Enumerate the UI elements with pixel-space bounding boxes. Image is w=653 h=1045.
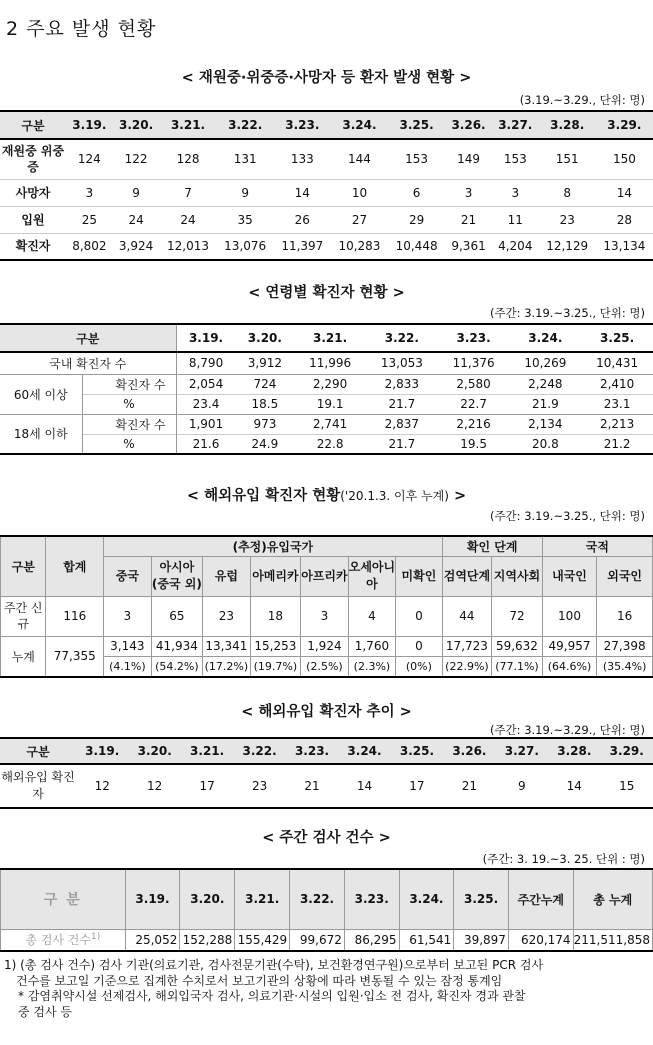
t1-header-cell: 3.24. [331,111,388,139]
table-cell: 21 [461,779,478,793]
table-cell: 2,248 [528,377,563,391]
table-cell: 25,052 [125,929,180,951]
t4-header-cell: 3.21. [181,738,233,764]
table-cell: 18.5 [251,397,279,411]
table-cell: 15 [619,779,635,793]
table-cell: 14 [616,185,633,200]
table-cell: 6 [412,185,421,200]
t4-header-cell: 3.23. [286,738,338,764]
table-cell: 151 [555,152,579,167]
table-cell: (77.1%) [492,656,543,677]
sub-label: % [82,394,176,414]
t3-sub-header: 아메리카 [250,556,301,596]
t4-header-cell: 구분 [0,738,76,764]
row-label: 재원중 위중증 [1,144,65,175]
table-cell: 973 [253,417,277,431]
row-label: 확진자 [15,239,51,254]
table-cell: 21.6 [192,436,220,451]
t4-header-cell: 3.20. [128,738,180,764]
row-label: 입원 [21,212,45,227]
table-cell: 13,134 [603,239,646,254]
table-cell: 3 [301,596,349,636]
table-row [1,929,653,951]
t3-sub-header: 지역사회 [492,556,543,596]
overseas-inflow-table [0,535,653,678]
table-cell: 23.4 [192,397,220,411]
table-cell: 2,833 [384,377,420,391]
table-cell: 27 [351,212,368,227]
table-cell: 26 [294,212,310,227]
table-row [0,179,653,206]
t2-header-cell: 구분 [0,324,176,352]
patient-status-table [0,110,653,261]
table-cell: 27,398 [597,636,653,656]
table-cell: 13,053 [380,356,423,371]
table-cell: 29 [408,212,425,227]
table-cell: 23 [203,596,251,636]
table-cell: 153 [405,152,429,167]
table-cell: 4,204 [498,239,533,254]
table-cell: 0 [396,596,442,636]
table-cell: 20.8 [532,436,559,451]
table-cell: 11,397 [281,239,324,254]
table-cell: 3,143 [104,636,152,656]
table-row [1,636,653,656]
table-cell: 124 [77,152,101,167]
table-cell: 2,741 [312,417,348,431]
table-cell: 128 [176,152,200,167]
table-cell: 2,216 [456,417,491,431]
row-label: 국내 확진자 수 [0,352,176,374]
table-cell: 12 [147,779,163,793]
table-cell: 17,723 [442,636,492,656]
table-cell: 8 [563,185,572,200]
table-cell: 133 [290,152,314,167]
row-label: 주간 신규 [1,596,46,636]
t4-header-cell: 3.25. [391,738,443,764]
t3-sub-header: 내국인 [542,556,597,596]
t2-header-cell: 3.21. [313,331,348,345]
t5-unit: (주간: 3. 19.~3. 25. 단위 : 명) [482,852,645,866]
table-row [0,394,653,414]
table-cell: 61,541 [399,929,454,951]
t4-header-cell: 3.29. [601,738,653,764]
table-cell: (35.4%) [597,656,653,677]
table-row [0,139,653,179]
t1-caption: < 재원중·위중증·사망자 등 환자 발생 현황 > [181,70,472,86]
table-cell: 211,511,858 [573,929,652,951]
t2-caption: < 연령별 확진자 현황 > [248,285,405,301]
t3-sub-header: 아프리카 [301,556,349,596]
t1-header-cell: 3.23. [274,111,331,139]
t3-sub-header: 미확인 [396,556,442,596]
table-row [1,596,653,636]
t5-header-cell: 총 누계 [573,869,652,929]
t3-sub-header: 검역단계 [442,556,492,596]
table-row [0,374,653,394]
table-cell: (22.9%) [442,656,492,677]
table-cell: 10 [351,185,368,200]
t2-header-cell: 3.25. [600,331,635,345]
t2-header-cell: 3.24. [528,331,563,345]
table-cell: 19.1 [316,397,344,411]
overseas-trend-table [0,737,653,809]
table-cell: 16 [597,596,653,636]
t4-caption: < 해외유입 확진자 추이 > [241,704,412,720]
t1-header-cell: 3.29. [596,111,653,139]
footnote: 1) (총 검사 건수) 검사 기관(의료기관, 검사전문기관(수탁), 보건환경연구원)으로부터 보고된 PCR 검사 건수를 보고일 기준으로 집계한 수치로서 보고기관의 상황에 따라 변동될 수 있는 잠정 통계임 * 감염취약시설 선제검사, 해외입국자 검사, 의료기관·시설의 입원·입소 전 검사, 확진자 경과 관찰 중 검사 등 [4,958,544,1019]
table-cell: 1,760 [348,636,396,656]
table-cell: 23 [251,779,268,793]
t5-header-cell: 3.20. [180,869,235,929]
table-cell: 14 [356,779,373,793]
table-cell: 12,129 [546,239,589,254]
table-row [0,233,653,260]
table-cell: 19.5 [460,436,487,451]
table-cell: 17 [409,779,425,793]
table-cell: 4 [348,596,396,636]
t3-sub-header: 유럽 [203,556,251,596]
table-cell: 620,174 [508,929,573,951]
sub-label: 확진자 수 [82,414,176,434]
t5-header-cell: 3.24. [399,869,454,929]
table-cell: 22.7 [460,397,487,411]
sub-label: % [82,434,176,454]
t3-sub-header: 오세아니아 [348,556,396,596]
table-cell: 14 [294,185,310,200]
table-cell: 153 [503,152,527,167]
table-cell: 8,790 [188,356,224,371]
table-cell: 28 [616,212,633,227]
t4-header-cell: 3.19. [76,738,128,764]
t5-header-cell: 3.22. [290,869,345,929]
table-cell: 22.8 [316,436,344,451]
table-cell: 131 [233,152,257,167]
table-cell: 13,341 [203,636,251,656]
table-cell: (17.2%) [203,656,251,677]
t3-header-total: 합계 [46,536,104,596]
table-cell: 2,410 [599,377,635,391]
table-cell: 13,076 [224,239,267,254]
t3-caption: < 해외유입 확진자 현황('20.1.3. 이후 누계) > [186,488,467,504]
t5-header-cell: 3.23. [344,869,399,929]
table-cell: 9,361 [451,239,486,254]
t3-sub-header: 중국 [104,556,152,596]
t4-unit: (주간: 3.19.~3.29., 단위: 명) [489,723,645,737]
age-group-table [0,323,653,455]
table-cell: 2,213 [599,417,635,431]
table-cell: 11,996 [309,356,352,371]
table-cell: 23.1 [603,397,631,411]
t1-header-cell: 3.22. [217,111,274,139]
table-cell: (19.7%) [250,656,301,677]
table-cell: 21.9 [532,397,559,411]
table-cell: (64.6%) [542,656,597,677]
table-cell: 149 [457,152,480,167]
table-cell: 24.9 [251,436,279,451]
table-cell: 23 [559,212,575,227]
row-label: 사망자 [15,185,51,200]
table-cell: 122 [124,152,148,167]
table-cell: 21 [460,212,477,227]
table-row [0,414,653,434]
table-cell: 86,295 [344,929,399,951]
t3-sub-header: 외국인 [597,556,653,596]
t4-header-cell: 3.27. [496,738,548,764]
group-label: 60세 이상 [0,374,82,414]
table-cell: 3,912 [247,356,283,371]
table-cell: 99,672 [290,929,345,951]
table-cell: 17 [199,779,215,793]
table-cell: 3,924 [118,239,154,254]
t3-unit: (주간: 3.19.~3.25., 단위: 명) [489,509,645,523]
table-cell: 0 [396,636,442,656]
t3-header-nation: 국적 [542,536,652,556]
table-cell: 2,054 [188,377,224,391]
header-row [1,869,653,929]
table-cell: 18 [250,596,301,636]
table-cell: 2,290 [312,377,348,391]
footnote-marker: 1) [91,932,101,943]
table-cell: 10,431 [596,356,639,371]
t4-header-cell: 3.26. [443,738,495,764]
t2-header-cell: 3.23. [456,331,491,345]
table-cell: 12 [94,779,110,793]
t2-unit: (주간: 3.19.~3.25., 단위: 명) [489,306,645,320]
table-cell: 12,013 [167,239,210,254]
t3-header-confirm: 확인 단계 [442,536,542,556]
table-cell: 35 [237,212,253,227]
table-cell: 14 [566,779,582,793]
table-cell: 44 [442,596,492,636]
table-cell: 1,901 [188,417,224,431]
t1-header-cell: 구분 [0,111,66,139]
t4-header-cell: 3.22. [233,738,285,764]
t1-header-cell: 3.26. [445,111,492,139]
table-row [0,352,653,374]
table-cell: 11,376 [452,356,495,371]
t1-unit: (3.19.~3.29., 단위: 명) [519,93,645,107]
table-cell: (0%) [396,656,442,677]
table-cell: 152,288 [180,929,235,951]
t5-header-cell: 구 분 [1,869,126,929]
table-cell: 9 [518,779,526,793]
table-cell: 3 [104,596,152,636]
table-cell: 41,934 [151,636,203,656]
table-cell: 65 [151,596,203,636]
table-cell: 72 [492,596,543,636]
t3-header-country: (추정)유입국가 [104,536,443,556]
table-cell: (2.5%) [301,656,349,677]
table-cell: 39,897 [454,929,509,951]
table-cell: 11 [507,212,523,227]
header-row [0,324,653,352]
table-cell: 77,355 [46,636,104,677]
t1-header-cell: 3.27. [492,111,539,139]
weekly-tests-table [0,868,653,952]
table-cell: (54.2%) [151,656,203,677]
table-cell: 21.7 [388,436,416,451]
table-cell: 9 [241,185,249,200]
table-cell: 25 [81,212,97,227]
table-cell: 59,632 [492,636,543,656]
t3-header-gubun: 구분 [1,536,46,596]
t2-header-cell: 3.19. [188,331,224,345]
sub-label: 확진자 수 [82,374,176,394]
table-cell: 3 [85,185,94,200]
table-row [0,434,653,454]
table-cell: 150 [612,152,636,167]
table-cell: 724 [253,377,277,391]
t5-caption: < 주간 검사 건수 > [262,830,391,846]
row-label: 누계 [1,636,46,677]
t1-header-cell: 3.21. [159,111,216,139]
table-cell: 144 [348,152,371,167]
t3-sub-header: 아시아 (중국 외) [151,556,203,596]
table-cell: 1,924 [301,636,349,656]
table-cell: 7 [184,185,192,200]
table-row [0,206,653,233]
t5-header-cell: 주간누계 [508,869,573,929]
t5-header-cell: 3.21. [235,869,290,929]
table-cell: (4.1%) [104,656,152,677]
table-cell: 24 [128,212,144,227]
t2-header-cell: 3.20. [247,331,282,345]
t1-header-cell: 3.19. [66,111,113,139]
table-cell: 49,957 [542,636,597,656]
t4-header-cell: 3.24. [338,738,390,764]
section-title: 2 주요 발생 현황 [6,18,157,40]
t5-header-cell: 3.25. [454,869,509,929]
table-cell: 155,429 [235,929,290,951]
row-label-text: 총 검사 건수 [25,933,91,948]
table-cell: 2,837 [384,417,420,431]
table-cell: 116 [46,596,104,636]
table-cell: (2.3%) [348,656,396,677]
t2-header-cell: 3.22. [384,331,419,345]
table-cell: 100 [542,596,597,636]
table-cell: 3 [464,185,473,200]
t4-header-cell: 3.28. [548,738,600,764]
group-label: 18세 이하 [0,414,82,454]
t1-header-cell: 3.20. [113,111,160,139]
header-row [0,738,653,764]
table-cell: 3 [511,185,520,200]
table-cell: 21 [304,779,320,793]
t1-header-cell: 3.25. [388,111,445,139]
row-label: 해외유입 확진자 [1,770,75,801]
table-cell: 24 [180,212,196,227]
t5-header-cell: 3.19. [125,869,180,929]
table-cell: 10,269 [524,356,567,371]
table-cell: 10,448 [395,239,438,254]
table-cell: 2,134 [528,417,563,431]
row-label [1,929,126,951]
table-cell: 21.2 [603,436,631,451]
table-cell: 10,283 [338,239,381,254]
table-row [0,764,653,808]
table-cell: 8,802 [72,239,107,254]
table-cell: 9 [132,185,140,200]
header-row [1,536,653,556]
table-cell: 15,253 [250,636,301,656]
table-cell: 21.7 [388,397,416,411]
table-cell: 2,580 [456,377,491,391]
t1-header-cell: 3.28. [539,111,596,139]
